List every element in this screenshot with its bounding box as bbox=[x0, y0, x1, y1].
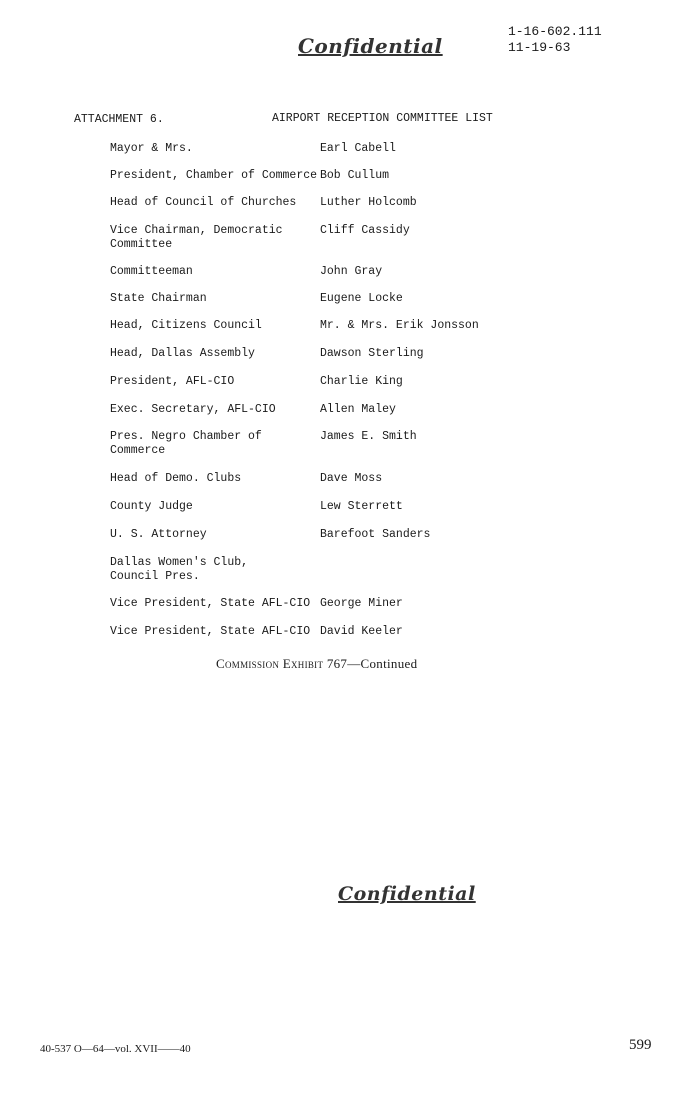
member-name: Lew Sterrett bbox=[320, 500, 403, 513]
position-label: Vice President, State AFL-CIO bbox=[110, 625, 311, 638]
list-title: AIRPORT RECEPTION COMMITTEE LIST bbox=[272, 112, 493, 125]
position-label: Vice Chairman, Democratic Committee bbox=[110, 224, 283, 251]
position-label: Mayor & Mrs. bbox=[110, 142, 193, 155]
member-name: Barefoot Sanders bbox=[320, 528, 431, 541]
member-name: Charlie King bbox=[320, 375, 403, 388]
member-name: James E. Smith bbox=[320, 430, 417, 443]
member-name: Bob Cullum bbox=[320, 169, 390, 182]
confidential-stamp-bottom: Confidential bbox=[338, 883, 476, 905]
print-reference: 40-537 O—64—vol. XVII——40 bbox=[40, 1043, 191, 1055]
confidential-stamp-top: Confidential bbox=[298, 34, 443, 58]
member-name: Dave Moss bbox=[320, 472, 383, 485]
position-label: President, Chamber of Commerce bbox=[110, 169, 318, 182]
attachment-label: ATTACHMENT 6. bbox=[74, 113, 164, 126]
exhibit-caption bbox=[216, 656, 417, 672]
member-name: George Miner bbox=[320, 597, 403, 610]
exhibit-number: 767 bbox=[326, 656, 348, 671]
file-number: 1-16-602.111 bbox=[508, 24, 602, 39]
position-label: President, AFL-CIO bbox=[110, 375, 235, 388]
position-label: U. S. Attorney bbox=[110, 528, 207, 541]
position-label: State Chairman bbox=[110, 292, 207, 305]
position-label: Pres. Negro Chamber of Commerce bbox=[110, 430, 262, 457]
position-label: Head, Citizens Council bbox=[110, 319, 262, 332]
member-name: John Gray bbox=[320, 265, 383, 278]
member-name: Eugene Locke bbox=[320, 292, 403, 305]
member-name: Allen Maley bbox=[320, 403, 396, 416]
position-label: Exec. Secretary, AFL-CIO bbox=[110, 403, 276, 416]
member-name: David Keeler bbox=[320, 625, 403, 638]
file-reference bbox=[508, 24, 602, 56]
position-label: Committeeman bbox=[110, 265, 193, 278]
member-name: Earl Cabell bbox=[320, 142, 396, 155]
member-name: Dawson Sterling bbox=[320, 347, 424, 360]
page-number: 599 bbox=[629, 1037, 652, 1053]
position-label: Head of Demo. Clubs bbox=[110, 472, 242, 485]
member-name: Cliff Cassidy bbox=[320, 224, 410, 237]
position-label: Dallas Women's Club, Council Pres. bbox=[110, 556, 249, 583]
position-label: County Judge bbox=[110, 500, 193, 513]
exhibit-suffix: —Continued bbox=[347, 656, 418, 671]
position-label: Head, Dallas Assembly bbox=[110, 347, 255, 360]
member-name: Mr. & Mrs. Erik Jonsson bbox=[320, 319, 479, 332]
member-name: Luther Holcomb bbox=[320, 196, 417, 209]
position-label: Vice President, State AFL-CIO bbox=[110, 597, 311, 610]
exhibit-prefix: Commission Exhibit bbox=[216, 656, 324, 671]
position-label: Head of Council of Churches bbox=[110, 196, 297, 209]
file-date: 11-19-63 bbox=[508, 40, 571, 55]
